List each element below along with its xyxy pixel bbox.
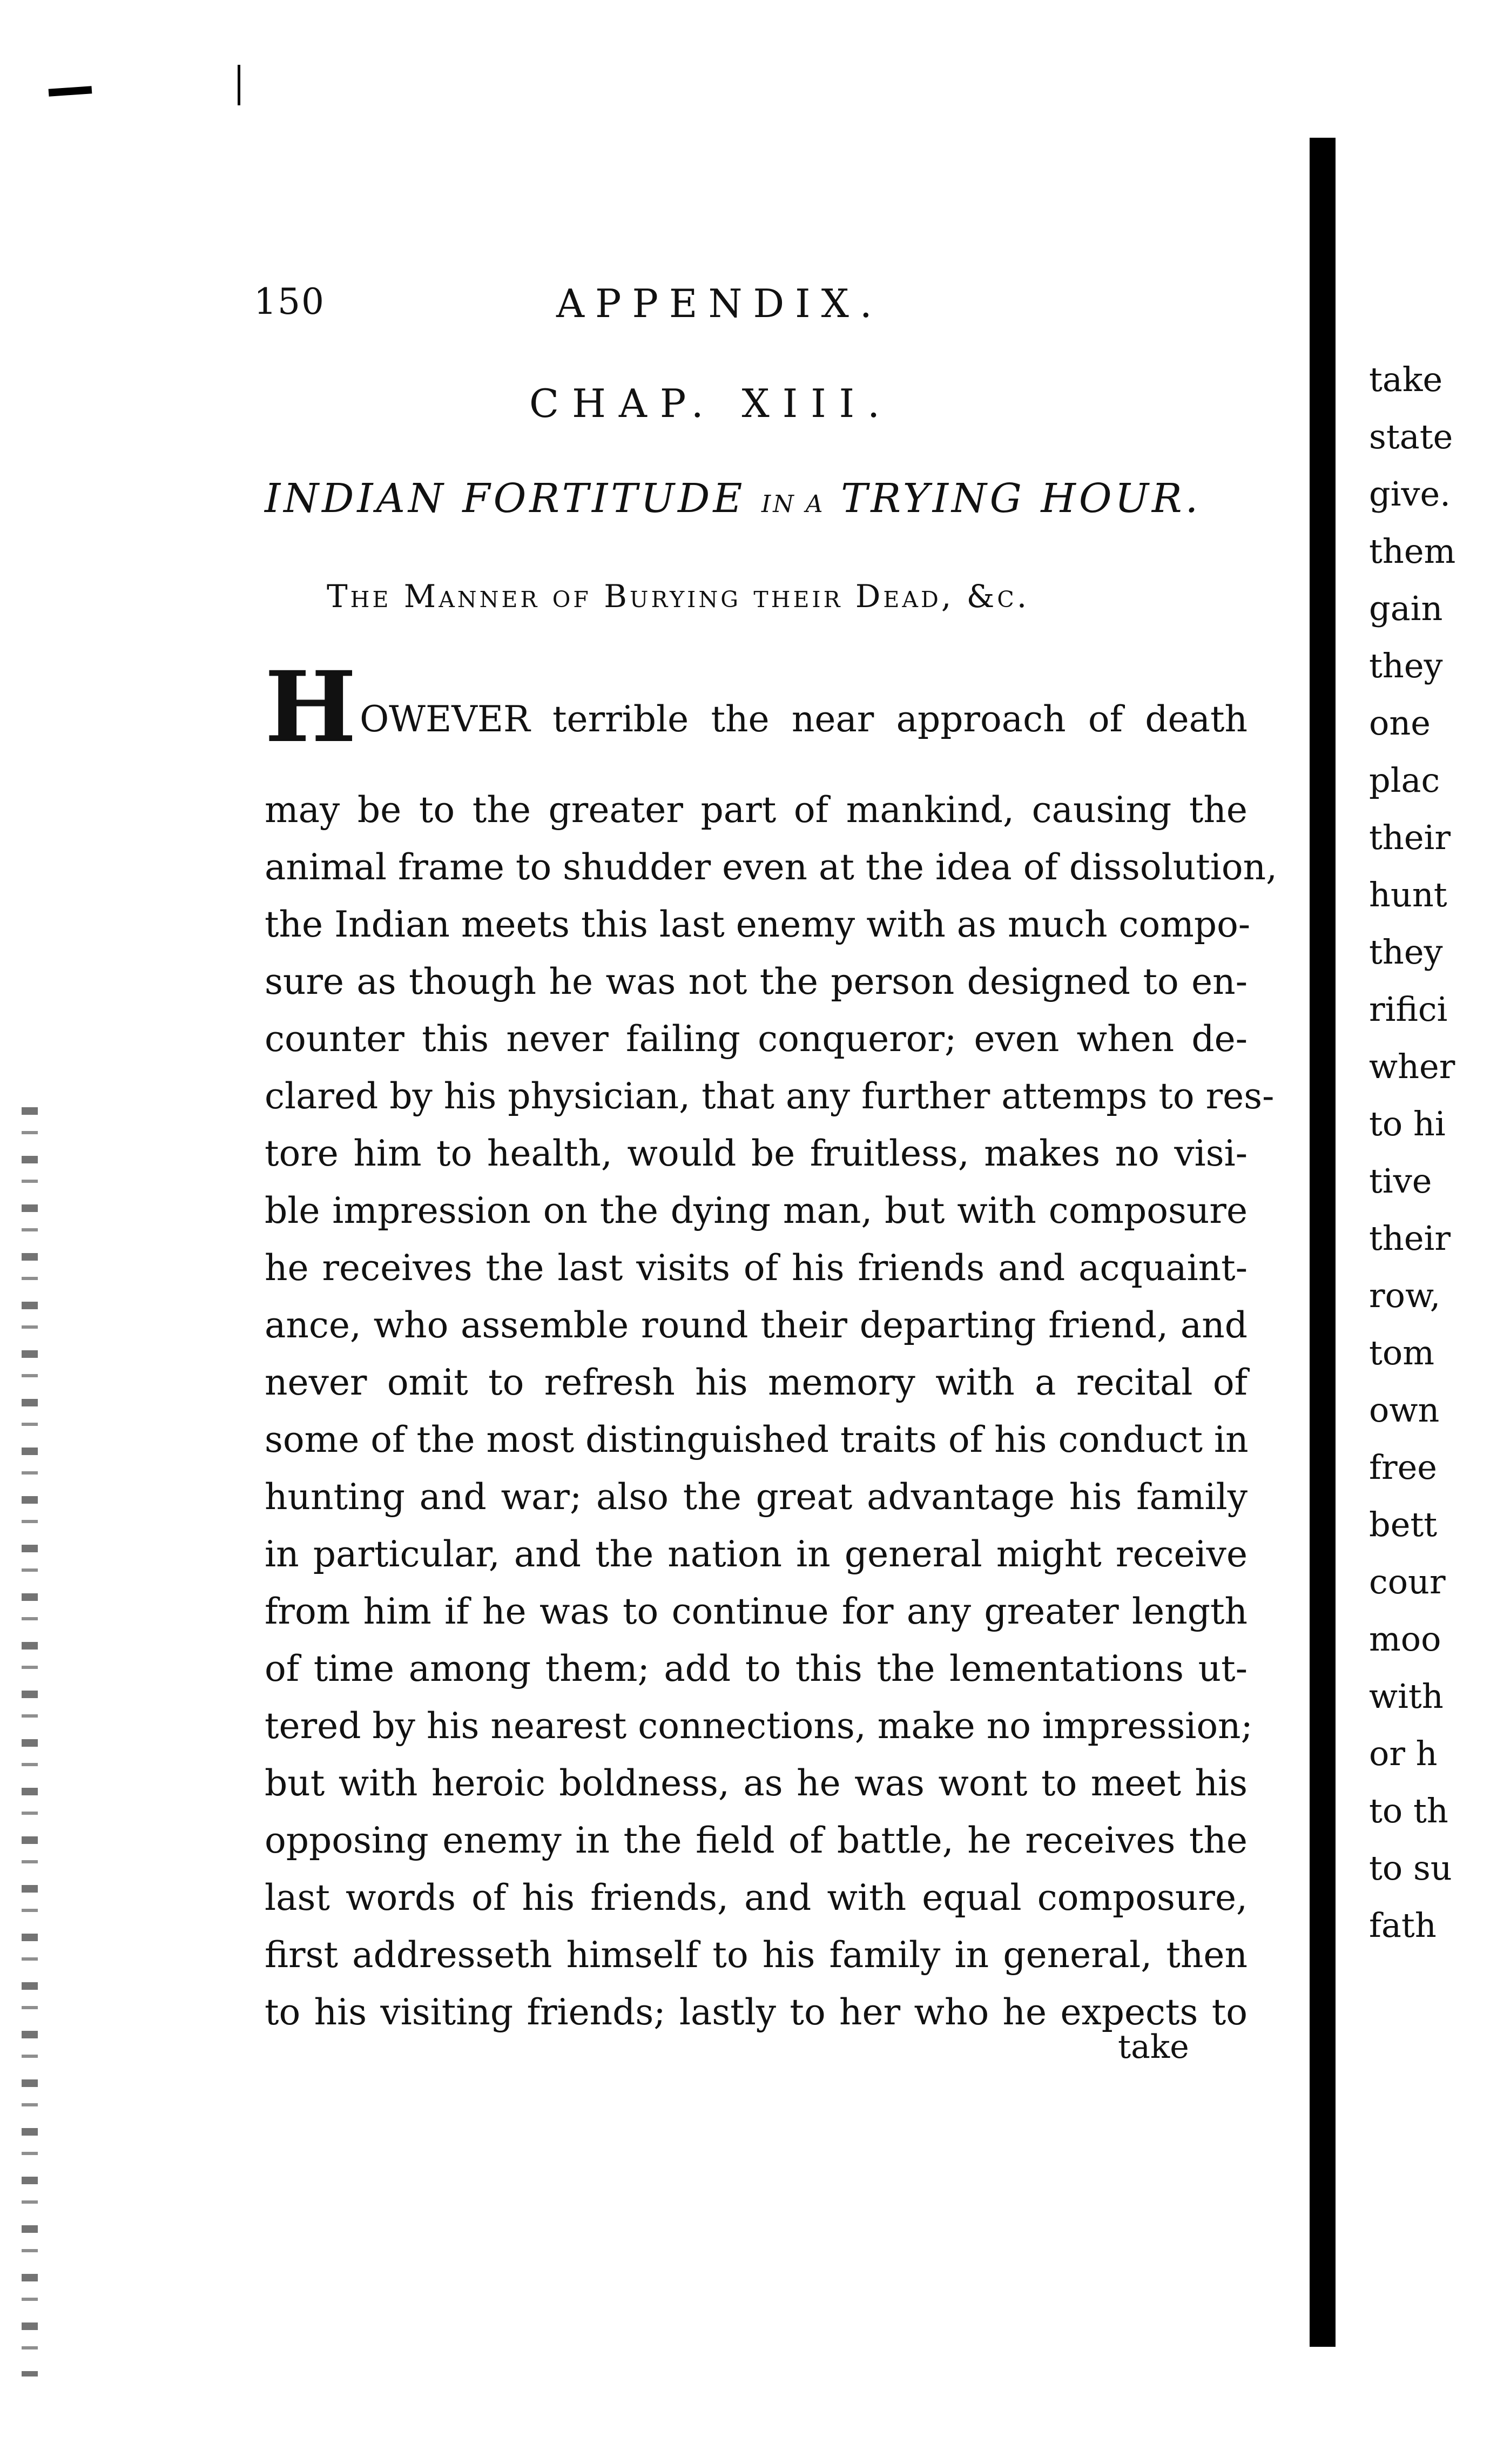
catchword: take bbox=[1118, 2028, 1189, 2066]
body-line: the Indian meets this last enemy with as much compo- bbox=[265, 904, 1251, 945]
facing-page-line: them bbox=[1369, 531, 1456, 571]
facing-page-line: fath bbox=[1369, 1906, 1437, 1945]
body-lines bbox=[265, 782, 1278, 2041]
chapter-title-part3: TRYING HOUR. bbox=[841, 475, 1202, 522]
facing-page-line: to th bbox=[1369, 1791, 1448, 1830]
facing-page-line: plac bbox=[1369, 760, 1440, 800]
chapter-title-part2: IN A bbox=[761, 490, 825, 518]
body-line: from him if he was to continue for any greater length bbox=[265, 1591, 1247, 1632]
body-line-first bbox=[265, 650, 1247, 782]
body-line: in particular, and the nation in general might receive bbox=[265, 1533, 1247, 1575]
body-line: clared by his physician, that any further attemps to res- bbox=[265, 1075, 1275, 1117]
facing-page-line: to hi bbox=[1369, 1104, 1446, 1143]
facing-page-line: or h bbox=[1369, 1734, 1438, 1773]
facing-page-line: give. bbox=[1369, 474, 1451, 514]
chapter-heading: CHAP. XIII. bbox=[529, 381, 893, 426]
body-text bbox=[265, 650, 1278, 2041]
body-line: ance, who assemble round their departing friend, and bbox=[265, 1304, 1247, 1346]
facing-page-line: wher bbox=[1369, 1047, 1455, 1086]
running-head: APPENDIX. bbox=[556, 281, 883, 326]
binding-edge bbox=[1310, 138, 1336, 2347]
facing-page-line: own bbox=[1369, 1390, 1440, 1430]
facing-page-line: free bbox=[1369, 1448, 1437, 1487]
facing-page-column bbox=[1369, 351, 1497, 1954]
first-line-text: OWEVER terrible the near approach of death bbox=[360, 698, 1247, 740]
drop-cap: H bbox=[265, 650, 357, 764]
body-line: tered by his nearest connections, make no impression; bbox=[265, 1705, 1253, 1747]
body-line: never omit to refresh his memory with a recital of bbox=[265, 1362, 1247, 1403]
facing-page-line: row, bbox=[1369, 1276, 1441, 1315]
facing-page-line: their bbox=[1369, 1218, 1451, 1258]
scan-artifact-left-edge bbox=[22, 1107, 38, 2377]
facing-page-line: their bbox=[1369, 818, 1451, 857]
facing-page-line: they bbox=[1369, 932, 1443, 972]
facing-page-line: moo bbox=[1369, 1619, 1441, 1659]
scan-artifact-line bbox=[238, 65, 240, 105]
body-line: some of the most distinguished traits of his conduct in bbox=[265, 1419, 1249, 1460]
facing-page-line: with bbox=[1369, 1677, 1444, 1716]
facing-page-line: take bbox=[1369, 360, 1443, 399]
facing-page-line: tom bbox=[1369, 1333, 1435, 1372]
body-line: last words of his friends, and with equal composure, bbox=[265, 1877, 1247, 1918]
facing-page-line: hunt bbox=[1369, 875, 1447, 914]
body-line: he receives the last visits of his friends and acquaint- bbox=[265, 1247, 1247, 1289]
body-line: sure as though he was not the person designed to en- bbox=[265, 961, 1247, 1002]
body-line: hunting and war; also the great advantage his family bbox=[265, 1476, 1247, 1518]
facing-page-line: tive bbox=[1369, 1161, 1432, 1201]
scan-artifact-mark bbox=[49, 86, 92, 97]
facing-page-line: bett bbox=[1369, 1505, 1438, 1544]
body-line: of time among them; add to this the lementations ut- bbox=[265, 1648, 1247, 1689]
body-line: opposing enemy in the field of battle, he receives the bbox=[265, 1820, 1247, 1861]
body-line: ble impression on the dying man, but with composure bbox=[265, 1190, 1247, 1231]
facing-page-line: to su bbox=[1369, 1848, 1452, 1888]
body-line: to his visiting friends; lastly to her who he expects to bbox=[265, 1991, 1247, 2033]
facing-page-line: rifici bbox=[1369, 989, 1448, 1029]
facing-page-line: one bbox=[1369, 703, 1431, 743]
facing-page-line: cour bbox=[1369, 1562, 1446, 1601]
page-number: 150 bbox=[254, 281, 325, 322]
body-line: tore him to health, would be fruitless, makes no visi- bbox=[265, 1133, 1247, 1174]
body-line: but with heroic boldness, as he was wont to meet his bbox=[265, 1762, 1247, 1804]
facing-page-line: gain bbox=[1369, 589, 1443, 628]
chapter-title bbox=[265, 475, 1247, 522]
body-line: may be to the greater part of mankind, causing the bbox=[265, 789, 1247, 831]
body-line: animal frame to shudder even at the idea of dissolution, bbox=[265, 846, 1278, 888]
chapter-title-part1: INDIAN FORTITUDE bbox=[265, 475, 746, 522]
body-line: first addresseth himself to his family in general, then bbox=[265, 1934, 1247, 1976]
chapter-subtitle: The Manner of Burying their Dead, &c. bbox=[327, 578, 1030, 615]
body-line: counter this never failing conqueror; even when de- bbox=[265, 1018, 1247, 1060]
facing-page-line: state bbox=[1369, 417, 1453, 456]
page-header bbox=[254, 281, 1253, 340]
facing-page-line: they bbox=[1369, 646, 1443, 685]
